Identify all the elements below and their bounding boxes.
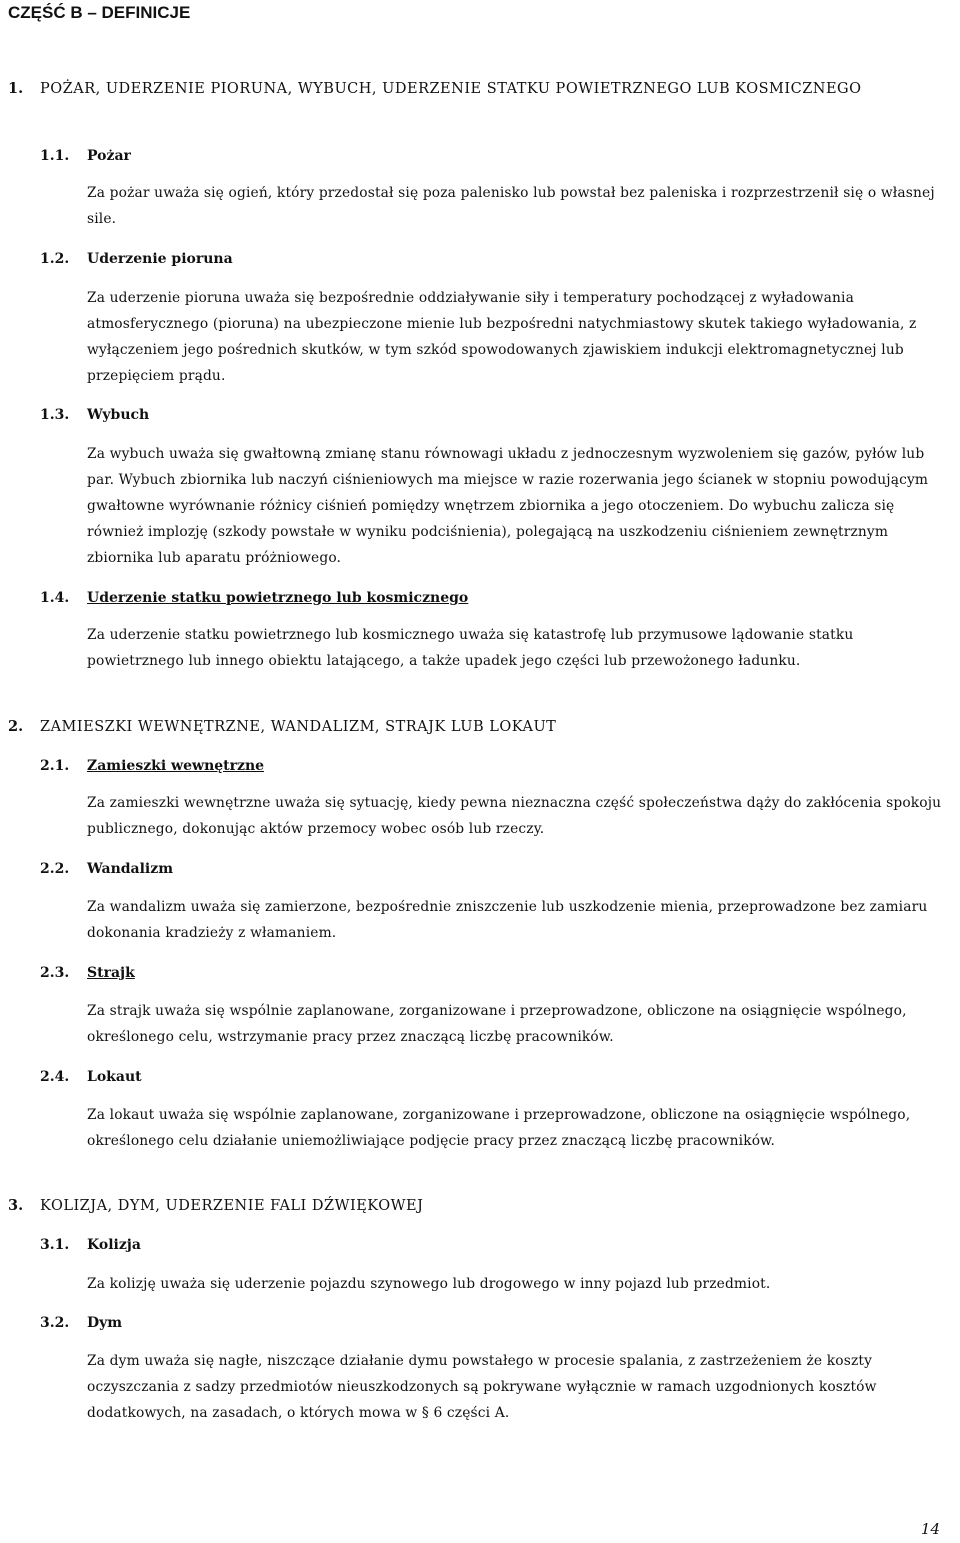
section-heading-2 — [8, 714, 908, 740]
subsection-heading-2-3 — [40, 962, 920, 984]
definition-text-2-3: Za strajk uważa się wspólnie zaplanowane, zorganizowane i przeprowadzone, obliczone na osiągnięcie wspólnego, określonego celu, wstrzymanie pracy przez znaczącą liczbę pracowników. — [87, 1003, 907, 1045]
part-title: CZĘŚĆ B – DEFINICJE — [8, 3, 191, 22]
subsection-number: 1.3. — [40, 407, 70, 423]
subsection-heading-3-2 — [40, 1312, 920, 1334]
section-number: 1. — [8, 80, 24, 97]
definition-text-1-2: Za uderzenie pioruna uważa się bezpośrednie oddziaływanie siły i temperatury pochodzącej z wyładowania atmosferycznego (pioruna) na ubezpieczone mienie lub bezpośredni natychmiastowy skutek takiego wyładowania, z wyłączeniem jego pośrednich skutków, w tym szkód spowodowanych zjawiskiem indukcji elektromagnetycznej lub przepięciem prądu. — [87, 290, 917, 384]
definition-text-1-1: Za pożar uważa się ogień, który przedostał się poza palenisko lub powstał bez paleniska i rozprzestrzenił się o własnej sile. — [87, 185, 935, 227]
subsection-heading-1-4 — [40, 587, 920, 609]
section-title: ZAMIESZKI WEWNĘTRZNE, WANDALIZM, STRAJK LUB LOKAUT — [40, 719, 557, 735]
subsection-heading-2-1 — [40, 755, 920, 777]
subsection-title: Uderzenie statku powietrznego lub kosmicznego — [87, 590, 469, 606]
subsection-heading-2-4 — [40, 1066, 920, 1088]
definition-text-1-4: Za uderzenie statku powietrznego lub kosmicznego uważa się katastrofę lub przymusowe lądowanie statku powietrznego lub innego obiektu latającego, a także upadek jego części lub przewożonego ładunku. — [87, 627, 854, 669]
subsection-heading-1-2 — [40, 248, 920, 270]
definition-text-2-2: Za wandalizm uważa się zamierzone, bezpośrednie zniszczenie lub uszkodzenie mienia, przeprowadzone bez zamiaru dokonania kradzieży z włamaniem. — [87, 899, 928, 941]
section-title: KOLIZJA, DYM, UDERZENIE FALI DŹWIĘKOWEJ — [40, 1198, 424, 1214]
subsection-number: 3.2. — [40, 1315, 70, 1331]
section-title: POŻAR, UDERZENIE PIORUNA, WYBUCH, UDERZENIE STATKU POWIETRZNEGO LUB KOSMICZNEGO — [40, 81, 862, 97]
subsection-number: 1.2. — [40, 251, 70, 267]
definition-text-3-2: Za dym uważa się nagłe, niszczące działanie dymu powstałego w procesie spalania, z zastrzeżeniem że koszty oczyszczania z sadzy przedmiotów nieuszkodzonych są pokrywane wyłącznie w ramach uzgodnionych kosztów dodatkowych, na zasadach, o których mowa w § 6 części A. — [87, 1353, 877, 1421]
subsection-title: Pożar — [87, 148, 131, 164]
subsection-title: Strajk — [87, 965, 135, 981]
subsection-title: Wandalizm — [87, 861, 174, 877]
subsection-title: Uderzenie pioruna — [87, 251, 233, 267]
subsection-title: Kolizja — [87, 1237, 141, 1253]
subsection-heading-1-1 — [40, 145, 920, 167]
page-number: 14 — [920, 1520, 940, 1538]
subsection-heading-1-3 — [40, 404, 920, 426]
subsection-heading-3-1 — [40, 1234, 920, 1256]
subsection-title: Lokaut — [87, 1069, 142, 1085]
subsection-title: Zamieszki wewnętrzne — [87, 758, 265, 774]
subsection-number: 2.3. — [40, 965, 70, 981]
subsection-number: 2.1. — [40, 758, 70, 774]
subsection-title: Wybuch — [87, 407, 150, 423]
definition-text-3-1: Za kolizję uważa się uderzenie pojazdu szynowego lub drogowego w inny pojazd lub przedmiot. — [87, 1276, 771, 1292]
definition-text-2-1: Za zamieszki wewnętrzne uważa się sytuację, kiedy pewna nieznaczna część społeczeństwa dąży do zakłócenia spokoju publicznego, dokonując aktów przemocy wobec osób lub rzeczy. — [87, 795, 942, 837]
section-number: 2. — [8, 718, 24, 735]
subsection-title: Dym — [87, 1315, 123, 1331]
subsection-number: 3.1. — [40, 1237, 70, 1253]
definition-text-2-4: Za lokaut uważa się wspólnie zaplanowane, zorganizowane i przeprowadzone, obliczone na osiągnięcie wspólnego, określonego celu działanie uniemożliwiające podjęcie pracy przez znaczącą liczbę pracowników. — [87, 1107, 911, 1149]
section-heading-1 — [8, 76, 908, 102]
subsection-number: 2.4. — [40, 1069, 70, 1085]
section-number: 3. — [8, 1197, 24, 1214]
subsection-heading-2-2 — [40, 858, 920, 880]
definition-text-1-3: Za wybuch uważa się gwałtowną zmianę stanu równowagi układu z jednoczesnym wyzwoleniem się gazów, pyłów lub par. Wybuch zbiornika lub naczyń ciśnieniowych ma miejsce w razie rozerwania jego ścianek w stopniu powodującym gwałtowne wyrównanie różnicy ciśnień pomiędzy wnętrzem zbiornika a jego otoczeniem. Do wybuchu zalicza się również implozję (szkody powstałe w wyniku podciśnienia), polegającą na uszkodzeniu ciśnieniem zewnętrznym zbiornika lub aparatu próżniowego. — [87, 446, 929, 566]
section-heading-3 — [8, 1193, 908, 1219]
subsection-number: 2.2. — [40, 861, 70, 877]
subsection-number: 1.1. — [40, 148, 70, 164]
subsection-number: 1.4. — [40, 590, 70, 606]
